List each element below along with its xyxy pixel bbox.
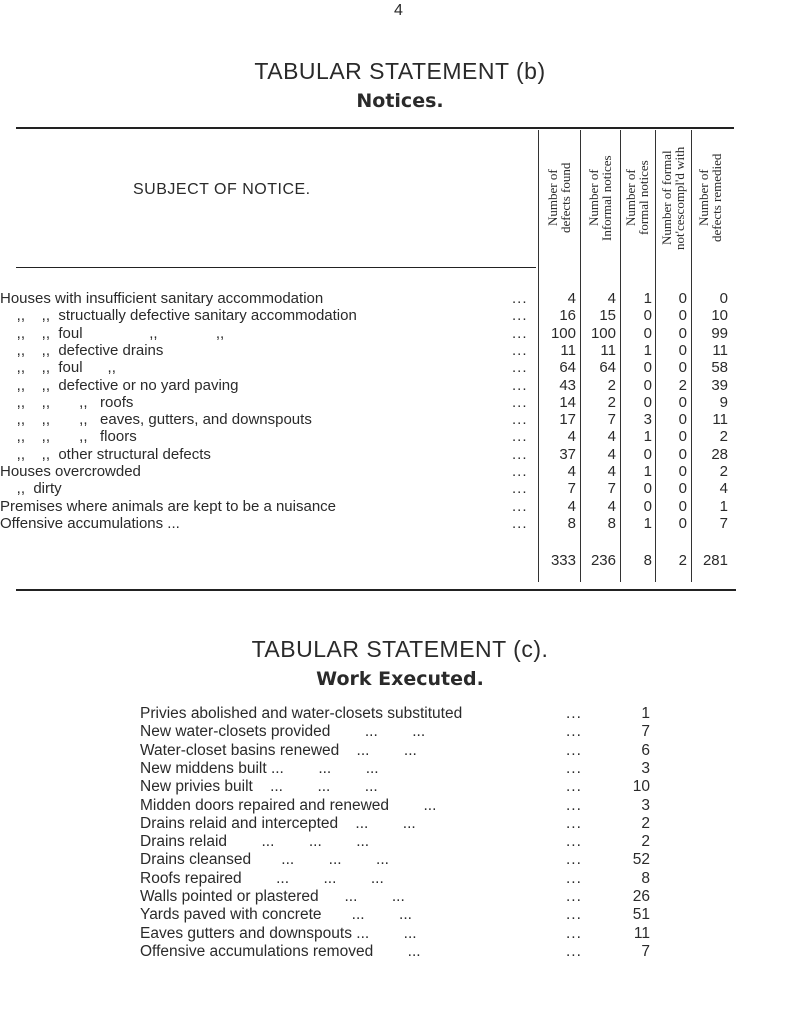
item-label: Yards paved with concrete ... ... [140,906,412,924]
item-count: 26 [632,888,650,905]
col-header-defects-found: Number of defects found [545,162,573,234]
list-item [140,741,650,760]
item-count: 10 [632,778,650,796]
cell-defects-found: 4 [567,463,576,480]
leader-dots: ... [512,359,528,377]
item-count: 6 [641,741,650,759]
cell-formal-notices: 0 [643,324,652,342]
cell-formal-notices: 0 [643,497,652,515]
cell-informal-notices: 64 [599,359,616,377]
cell-formal-complied: 0 [678,290,687,307]
leader-dots: ... [566,705,582,722]
list-item [140,906,650,924]
item-label: Privies abolished and water-closets substituted [140,705,463,722]
item-label: Drains cleansed ... ... ... [140,851,389,869]
leader-dots: ... [566,833,582,851]
table-bottom-rule [16,589,736,591]
item-count: 52 [632,851,650,869]
leader-dots: ... [566,796,582,814]
cell-informal-notices: 15 [599,307,616,325]
item-count: 3 [641,796,650,814]
cell-formal-notices: 1 [643,290,652,307]
table-row [0,359,800,376]
cell-formal-notices: 0 [643,307,652,325]
cell-formal-complied: 0 [678,359,687,377]
row-label: ,, ,, foul ,, [0,359,116,377]
statement-c-title: TABULAR STATEMENT (c). [251,636,549,662]
leader-dots: ... [566,924,582,942]
cell-informal-notices: 7 [607,480,616,498]
leader-dots: ... [512,341,528,359]
table-row [0,480,800,497]
cell-formal-notices: 1 [643,463,652,480]
cell-defects-remedied: 39 [711,376,728,394]
item-label: Drains relaid ... ... ... [140,833,370,851]
table-row [0,307,800,324]
cell-defects-found: 7 [567,480,576,498]
total-defects-remedied: 281 [702,552,728,569]
leader-dots: ... [512,324,528,342]
item-label: Eaves gutters and downspouts ... ... [140,924,417,942]
item-label: New water-closets provided ... ... [140,723,426,741]
cell-formal-notices: 0 [643,445,652,463]
list-item [140,924,650,943]
leader-dots: ... [512,428,528,446]
row-label: ,, ,, defective or no yard paving [0,376,239,394]
statement-b-subtitle: Notices. [356,90,444,112]
list-item [140,833,650,851]
cell-defects-found: 11 [560,341,576,359]
cell-defects-remedied: 99 [711,324,728,342]
cell-defects-found: 43 [559,376,576,394]
cell-defects-remedied: 58 [711,359,728,377]
total-informal-notices: 236 [590,552,616,569]
item-count: 2 [641,833,650,851]
cell-defects-found: 17 [559,411,576,429]
cell-informal-notices: 4 [607,445,616,463]
cell-defects-remedied: 10 [711,307,728,325]
total-defects-found: 333 [550,552,576,569]
item-label: Drains relaid and intercepted ... ... [140,814,416,832]
item-count: 2 [641,814,650,832]
col-header-informal-notices: Number of Informal notices [586,155,614,241]
table-row [0,377,800,394]
table-row [0,290,800,307]
row-label: Offensive accumulations ... [0,514,180,532]
cell-formal-complied: 0 [678,480,687,498]
cell-defects-found: 100 [550,324,576,342]
cell-defects-remedied: 7 [719,514,728,532]
item-count: 11 [633,924,650,942]
row-label: Houses with insufficient sanitary accommodation [0,290,324,307]
cell-formal-notices: 0 [643,376,652,394]
cell-formal-complied: 0 [678,497,687,515]
list-item [140,723,650,741]
row-label: Houses overcrowded [0,463,141,480]
row-label: ,, ,, foul ,, ,, [0,324,225,342]
cell-defects-remedied: 11 [712,341,728,359]
item-count: 8 [641,869,650,887]
cell-formal-notices: 0 [643,359,652,377]
list-item [140,778,650,796]
list-item [140,942,650,961]
cell-informal-notices: 2 [607,393,616,411]
leader-dots: ... [512,393,528,411]
statement-c-subtitle: Work Executed. [316,668,484,690]
cell-informal-notices: 4 [607,497,616,515]
cell-defects-found: 14 [559,393,576,411]
cell-defects-found: 4 [567,290,576,307]
table-row [0,463,800,480]
table-row [0,428,800,445]
cell-defects-found: 64 [559,359,576,377]
list-item [140,869,650,888]
list-item [140,705,650,723]
cell-formal-notices: 3 [643,411,652,429]
item-label: Offensive accumulations removed ... [140,942,421,960]
list-item [140,851,650,869]
item-count: 1 [641,705,650,722]
cell-informal-notices: 2 [607,376,616,394]
total-formal-complied: 2 [678,552,687,569]
row-label: ,, dirty [0,480,62,498]
cell-formal-complied: 0 [678,514,687,532]
leader-dots: ... [566,906,582,924]
cell-formal-complied: 0 [678,445,687,463]
cell-informal-notices: 4 [607,290,616,307]
cell-formal-complied: 0 [678,428,687,446]
total-formal-notices: 8 [643,552,652,569]
leader-dots: ... [512,480,528,498]
cell-defects-found: 37 [559,445,576,463]
leader-dots: ... [566,723,582,741]
row-label: ,, ,, ,, roofs [0,393,134,411]
cell-formal-complied: 0 [678,341,687,359]
cell-formal-notices: 0 [643,480,652,498]
leader-dots: ... [512,376,528,394]
cell-defects-found: 4 [567,428,576,446]
item-count: 7 [641,942,650,960]
cell-informal-notices: 8 [607,514,616,532]
list-item [140,796,650,815]
leader-dots: ... [566,888,582,905]
item-label: New privies built ... ... ... [140,778,378,796]
leader-dots: ... [512,445,528,463]
list-item [140,814,650,833]
leader-dots: ... [566,869,582,887]
cell-defects-remedied: 0 [719,290,728,307]
row-label: ,, ,, ,, eaves, gutters, and downspouts [0,411,312,429]
item-count: 3 [641,759,650,777]
cell-defects-found: 8 [567,514,576,532]
table-row [0,515,800,532]
leader-dots: ... [566,741,582,759]
item-label: New middens built ... ... ... [140,759,379,777]
cell-informal-notices: 4 [607,463,616,480]
item-label: Walls pointed or plastered ... ... [140,888,405,905]
cell-informal-notices: 100 [590,324,616,342]
leader-dots: ... [566,851,582,869]
cell-defects-remedied: 2 [719,463,728,480]
cell-formal-notices: 1 [643,341,652,359]
cell-formal-complied: 0 [678,324,687,342]
subject-header: SUBJECT OF NOTICE. [133,181,311,198]
list-item [140,888,650,906]
leader-dots: ... [566,778,582,796]
header-rule [16,267,536,268]
item-count: 7 [641,723,650,741]
cell-defects-remedied: 28 [711,445,728,463]
leader-dots: ... [512,497,528,515]
cell-formal-notices: 1 [643,428,652,446]
list-item [140,759,650,778]
cell-formal-complied: 0 [678,411,687,429]
cell-defects-remedied: 2 [719,428,728,446]
leader-dots: ... [566,759,582,777]
statement-b-title: TABULAR STATEMENT (b) [254,58,546,84]
cell-formal-notices: 1 [643,514,652,532]
table-top-rule [16,127,734,129]
col-header-defects-remedied: Number of defects remedied [696,153,724,243]
row-label: Premises where animals are kept to be a nuisance [0,497,337,515]
cell-informal-notices: 4 [607,428,616,446]
col-header-formal-notices: Number of formal notices [623,160,651,236]
cell-formal-complied: 0 [678,307,687,325]
leader-dots: ... [512,514,528,532]
table-row [0,498,800,515]
cell-defects-remedied: 1 [719,497,728,515]
cell-defects-remedied: 9 [719,393,728,411]
leader-dots: ... [512,411,528,429]
leader-dots: ... [512,290,528,307]
leader-dots: ... [512,307,528,325]
totals-row [0,552,800,569]
table-row [0,325,800,342]
cell-defects-found: 4 [567,497,576,515]
row-label: ,, ,, structually defective sanitary accommodation [0,307,357,325]
leader-dots: ... [512,463,528,480]
cell-formal-notices: 0 [643,393,652,411]
leader-dots: ... [566,942,582,960]
row-label: ,, ,, other structural defects [0,445,211,463]
cell-informal-notices: 11 [600,341,616,359]
table-row [0,394,800,411]
cell-formal-complied: 0 [678,393,687,411]
cell-formal-complied: 2 [678,376,687,394]
cell-defects-remedied: 4 [719,480,728,498]
row-label: ,, ,, defective drains [0,341,164,359]
cell-defects-remedied: 11 [712,411,728,429]
cell-defects-found: 16 [559,307,576,325]
cell-formal-complied: 0 [678,463,687,480]
leader-dots: ... [566,814,582,832]
cell-informal-notices: 7 [607,411,616,429]
page-number: 4 [394,2,403,19]
item-label: Roofs repaired ... ... ... [140,869,384,887]
item-label: Midden doors repaired and renewed ... [140,796,437,814]
table-row [0,446,800,463]
item-count: 51 [632,906,650,924]
table-row [0,342,800,359]
item-label: Water-closet basins renewed ... ... [140,741,417,759]
col-header-formal-complied: Number of formal not'cescompl'd with [659,146,687,250]
row-label: ,, ,, ,, floors [0,428,137,446]
table-row [0,411,800,428]
